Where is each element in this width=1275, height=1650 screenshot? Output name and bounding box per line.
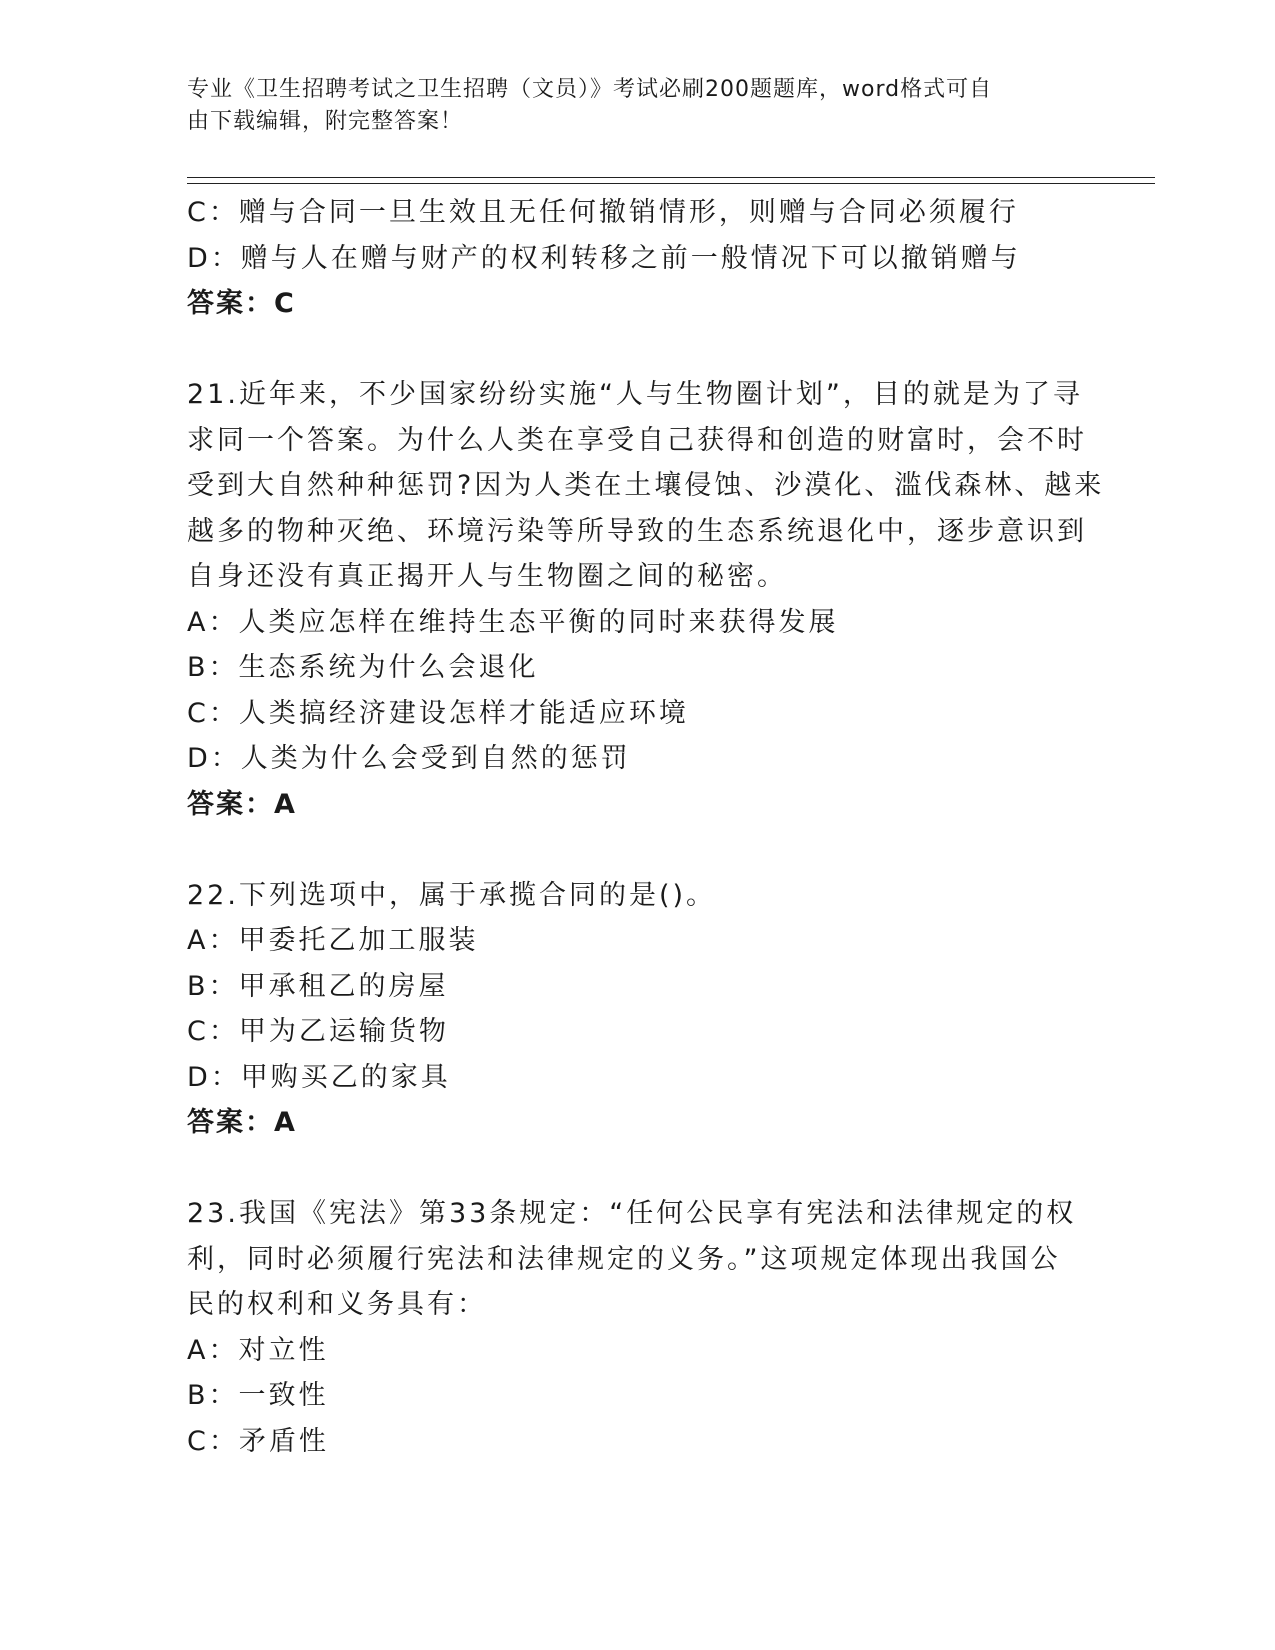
answer-line: 答案：A xyxy=(187,788,297,820)
question-stem-line: 21.近年来，不少国家纷纷实施“人与生物圈计划”，目的就是为了寻 xyxy=(187,379,1083,410)
header-rule-bottom xyxy=(187,183,1155,184)
option-b: B：生态系统为什么会退化 xyxy=(187,652,539,683)
option-a: A：甲委托乙加工服装 xyxy=(187,925,479,956)
question-stem-line: 23.我国《宪法》第33条规定：“任何公民享有宪法和法律规定的权 xyxy=(187,1198,1077,1229)
question-stem-line: 自身还没有真正揭开人与生物圈之间的秘密。 xyxy=(187,561,787,592)
spacer xyxy=(187,1146,1087,1192)
answer-line: 答案：C xyxy=(187,288,296,319)
option-a: A：人类应怎样在维持生态平衡的同时来获得发展 xyxy=(187,606,839,638)
option-b: B：一致性 xyxy=(187,1380,329,1411)
question-stem-line: 民的权利和义务具有： xyxy=(187,1289,487,1320)
spacer xyxy=(187,827,1087,873)
question-stem-line: 利，同时必须履行宪法和法律规定的义务。”这项规定体现出我国公 xyxy=(187,1243,1061,1275)
option-c: C：赠与合同一旦生效且无任何撤销情形，则赠与合同必须履行 xyxy=(187,197,1019,228)
option-d: D：赠与人在赠与财产的权利转移之前一般情况下可以撤销赠与 xyxy=(187,242,1021,274)
header-line-1: 专业《卫生招聘考试之卫生招聘（文员）》考试必刷200题题库，word格式可自 xyxy=(187,77,993,102)
question-stem-line: 求同一个答案。为什么人类在享受自己获得和创造的财富时，会不时 xyxy=(187,424,1087,456)
option-c: C：人类搞经济建设怎样才能适应环境 xyxy=(187,697,689,729)
question-stem-line: 受到大自然种种惩罚?因为人类在土壤侵蚀、沙漠化、滥伐森林、越来 xyxy=(187,470,1105,501)
header-rule-top xyxy=(187,177,1155,178)
question-stem-line: 22.下列选项中，属于承揽合同的是()。 xyxy=(187,879,717,911)
option-d: D：人类为什么会受到自然的惩罚 xyxy=(187,743,631,774)
prev-question-block xyxy=(187,190,1087,327)
option-c: C：甲为乙运输货物 xyxy=(187,1016,449,1047)
option-a: A：对立性 xyxy=(187,1334,329,1366)
spacer xyxy=(187,327,1087,373)
question-23 xyxy=(187,1191,1087,1464)
question-stem-line: 越多的物种灭绝、环境污染等所导致的生态系统退化中，逐步意识到 xyxy=(187,515,1087,547)
option-c: C：矛盾性 xyxy=(187,1425,329,1457)
question-21 xyxy=(187,372,1105,827)
question-22 xyxy=(187,873,1087,1146)
header-line-2: 由下载编辑，附完整答案！ xyxy=(187,109,464,134)
question-content xyxy=(187,190,1105,1464)
answer-line: 答案：A xyxy=(187,1107,297,1138)
document-header xyxy=(187,74,1067,138)
option-b: B：甲承租乙的房屋 xyxy=(187,970,449,1002)
option-d: D：甲购买乙的家具 xyxy=(187,1061,451,1093)
